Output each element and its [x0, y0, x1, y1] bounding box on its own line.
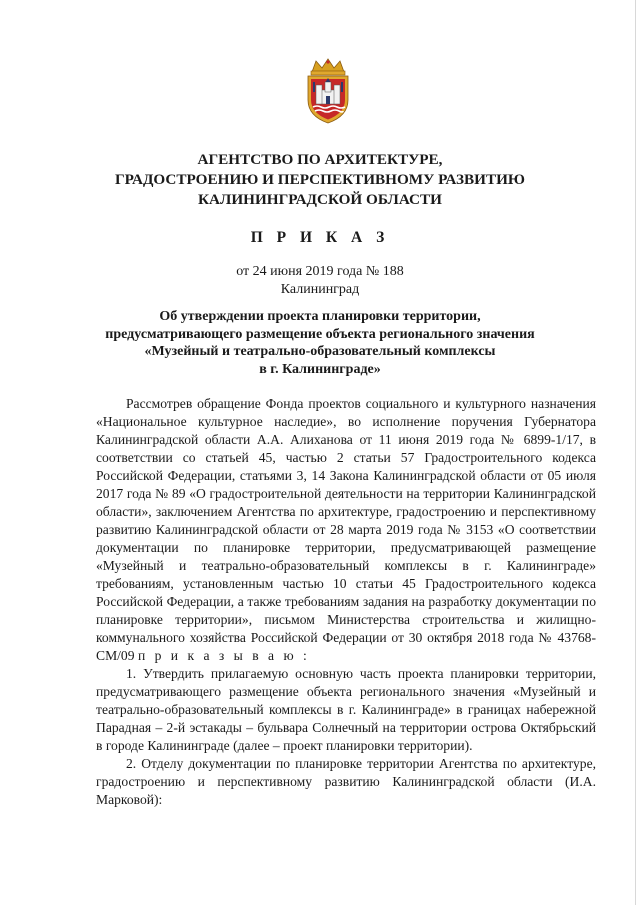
preamble-paragraph: [96, 395, 596, 665]
date-and-number: [0, 263, 640, 299]
document-type-title: П Р И К А З: [250, 229, 390, 246]
organization-line-3: КАЛИНИНГРАДСКОЙ ОБЛАСТИ: [198, 191, 442, 208]
subject-line-2: предусматривающего размещение объекта регионального значения: [105, 326, 535, 342]
organization-name: [0, 150, 640, 210]
order-city: Калининград: [280, 282, 360, 297]
subject-line-1: Об утверждении проекта планировки территории,: [159, 309, 481, 324]
item-2-paragraph: 2. Отделу документации по планировке территории Агентства по архитектуре, градостроению и перспективному развитию Калининградской области (И.А. Марковой):: [96, 756, 596, 807]
order-date-number: от 24 июня 2019 года № 188: [236, 264, 404, 279]
subject-line-4: в г. Калининграде»: [259, 361, 381, 377]
preamble-text: Рассмотрев обращение Фонда проектов социального и культурного назначения «Национальное культурное наследие», во исполнение поручения Губернатора Калининградской области А.А. Алиханова от 11 июня 2019 года № 6899-1/17, в соответствии со статьей 45, частью 2 статьи 57 Градостроительного кодекса Российской Федерации, статьями 3, 14 Закона Калининградской области от 05 июля 2017 года № 89 «О градостроительной деятельности на территории Калининградской области», заключением Агентства по архитектуре, градостроению и перспективному развитию Калининградской области от 28 марта 2019 года № 3153 «О соответствии документации по планировке территории, предусматривающей размещение «Музейный и театрально-образовательный комплексы в г. Калининграде» требованиям, установленным частью 10 статьи 45 Градостроительного кодекса Российской Федерации, а также требованиям задания на разработку документации по планировке территории», письмом Министерства строительства и жилищно-коммунального хозяйства Российской Федерации от 30 октября 2018 года № 43768-СМ/09: [96, 396, 596, 663]
order-subject: [0, 308, 640, 378]
order-body: [96, 395, 596, 809]
organization-line-2: ГРАДОСТРОЕНИЮ И ПЕРСПЕКТИВНОМУ РАЗВИТИЮ: [114, 171, 525, 188]
decree-word: п р и к а з ы в а ю :: [137, 648, 310, 663]
coat-of-arms-emblem-icon: [302, 58, 354, 124]
item-1-paragraph: 1. Утвердить прилагаемую основную часть проекта планировки территории, предусматривающего размещение объекта регионального значения «Музейный и театрально-образовательный комплексы в г. Калининграде» в границах набережной Парадная – 2-й эстакады – бульвара Солнечный на территории острова Октябрьский в городе Калининграде (далее – проект планировки территории).: [96, 666, 596, 753]
subject-line-3: «Музейный и театрально-образовательный комплексы: [144, 344, 496, 359]
organization-line-1: АГЕНТСТВО ПО АРХИТЕКТУРЕ,: [197, 151, 443, 168]
page-edge-line: [635, 0, 636, 905]
